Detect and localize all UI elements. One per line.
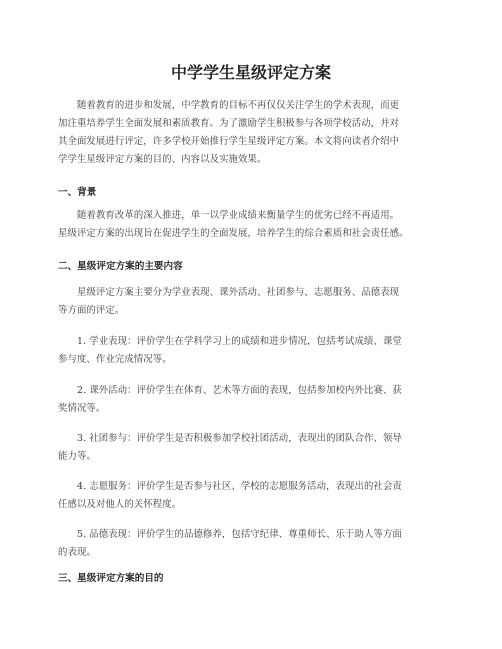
- list-item-line: 5. 品德表现：评价学生的品德修养，包括守纪律、尊重师长、乐于助人等方面: [77, 529, 402, 540]
- list-item-line: 奖情况等。: [58, 403, 106, 414]
- paragraph-line: 等方面的评定。: [58, 305, 125, 316]
- section-heading-background: 一、背景: [58, 187, 97, 198]
- background-paragraph: [58, 207, 448, 243]
- list-item-line: 的表现。: [58, 547, 96, 558]
- intro-line: 加注重培养学生全面发展和素质教育。为了激励学生积极参与各项学校活动，并对: [58, 118, 400, 129]
- list-item-volunteer: [58, 478, 448, 514]
- document-title: 中学学生星级评定方案: [170, 63, 331, 82]
- list-item-morality: [58, 526, 448, 562]
- intro-paragraph: [58, 97, 448, 169]
- intro-line: 学学生星级评定方案的目的、内容以及实施效果。: [58, 154, 267, 165]
- list-item-extracurricular: [58, 382, 448, 418]
- list-item-club: [58, 430, 448, 466]
- paragraph-line: 随着教育改革的深入推进，单一以学业成绩来衡量学生的优劣已经不再适用。: [77, 210, 400, 221]
- list-item-academic: [58, 333, 448, 369]
- list-item-line: 能力等。: [58, 451, 96, 462]
- paragraph-line: 星级评定方案的出现旨在促进学生的全面发展，培养学生的综合素质和社会责任感。: [58, 228, 409, 239]
- list-item-line: 1. 学业表现：评价学生在学科学习上的成绩和进步情况，包括考试成绩、课堂: [77, 336, 402, 347]
- list-item-line: 3. 社团参与：评价学生是否积极参加学校社团活动，表现出的团队合作、领导: [77, 433, 402, 444]
- intro-line: 随着教育的进步和发展，中学教育的目标不再仅仅关注学生的学术表现，而更: [77, 100, 400, 111]
- list-item-line: 任感以及对他人的关怀程度。: [58, 499, 182, 510]
- intro-line: 其全面发展进行评定，许多学校开始推行学生星级评定方案。本文将向读者介绍中: [58, 136, 400, 147]
- section-heading-purpose: 三、星级评定方案的目的: [58, 573, 164, 584]
- list-item-line: 2. 课外活动：评价学生在体育、艺术等方面的表现，包括参加校内外比赛、获: [77, 385, 402, 396]
- section-heading-main-content: 二、星级评定方案的主要内容: [58, 261, 183, 272]
- list-item-line: 4. 志愿服务：评价学生是否参与社区、学校的志愿服务活动，表现出的社会责: [77, 481, 402, 492]
- paragraph-line: 星级评定方案主要分为学业表现、课外活动、社团参与、志愿服务、品德表现: [77, 287, 400, 298]
- main-content-summary: [58, 284, 448, 320]
- list-item-line: 参与度、作业完成情况等。: [58, 354, 172, 365]
